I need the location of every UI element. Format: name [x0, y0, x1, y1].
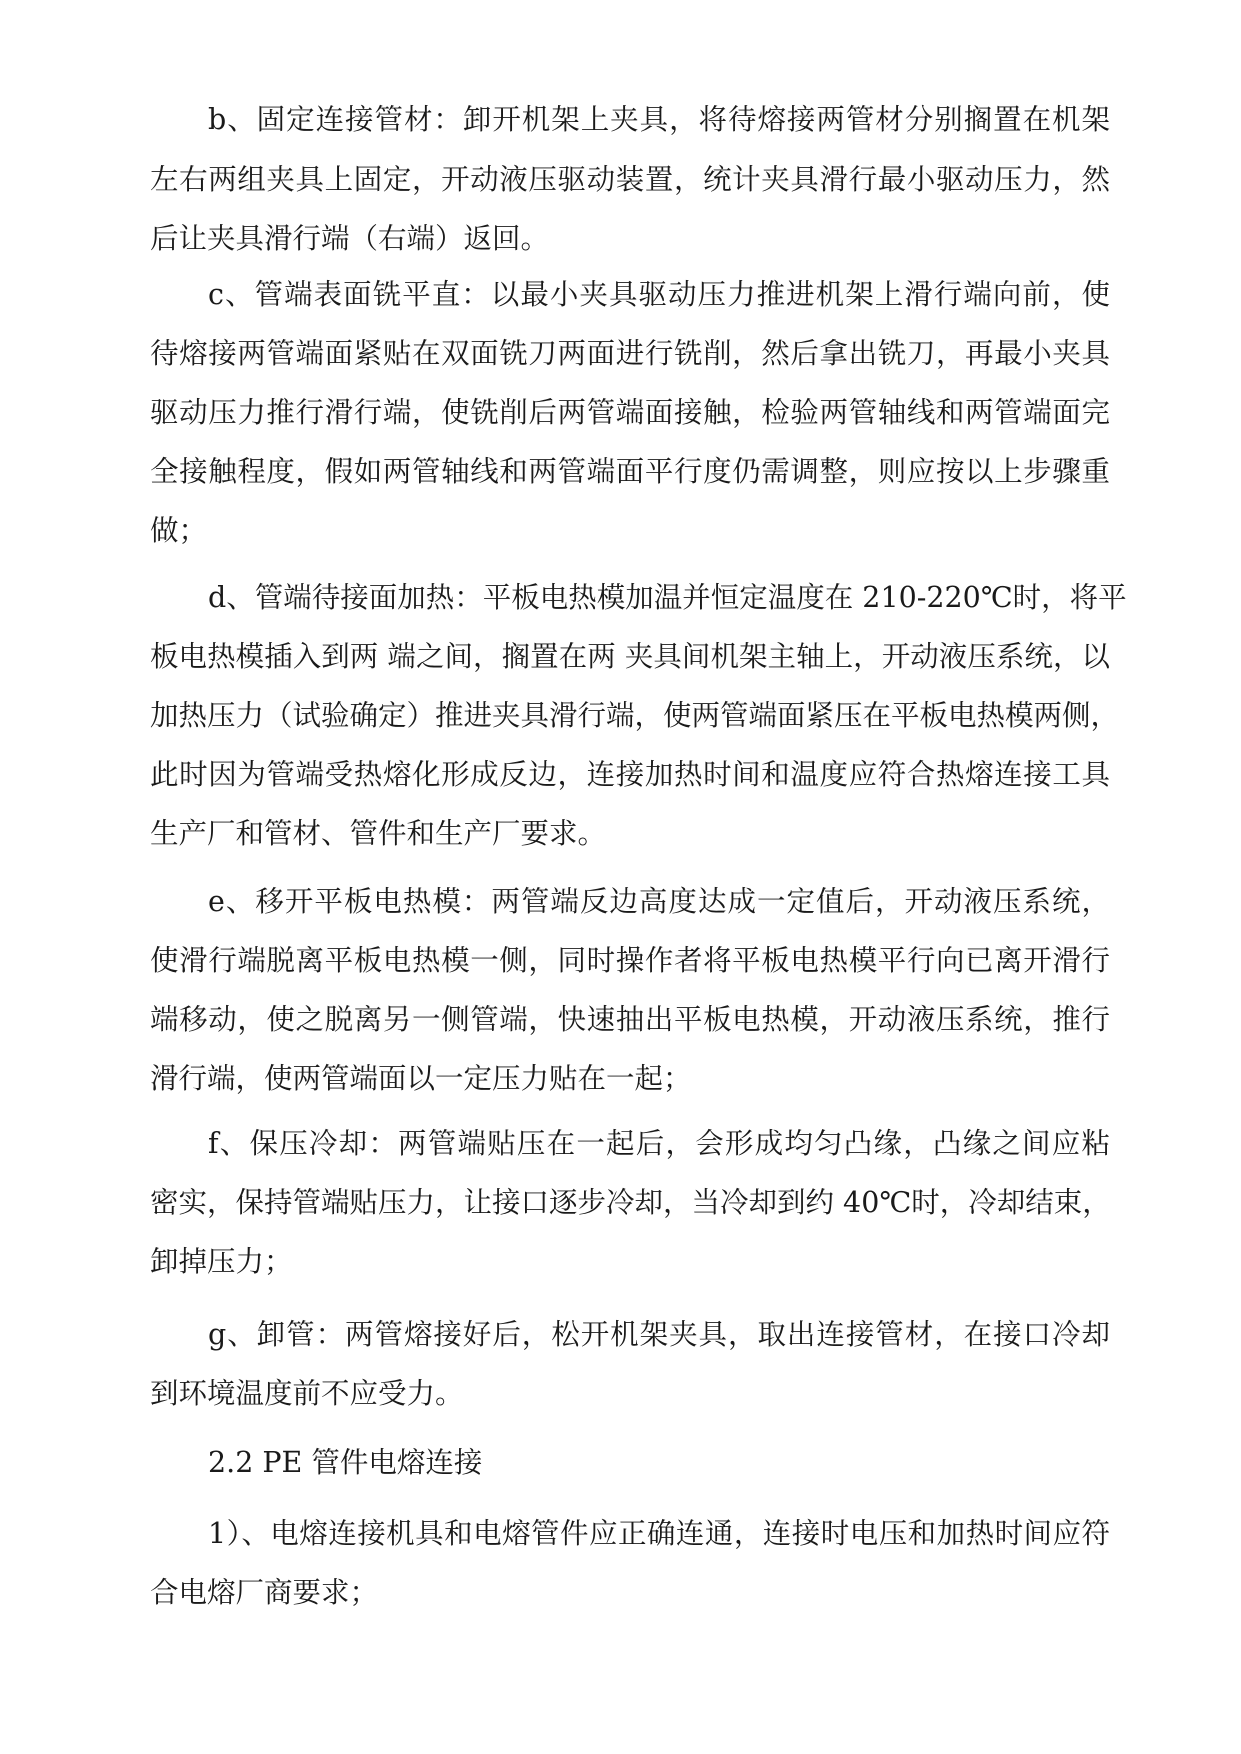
- paragraph-d-line-4: 此时因为管端受热熔化形成反边，连接加热时间和温度应符合热熔连接工具: [150, 758, 1110, 791]
- paragraph-e-line-2: 使滑行端脱离平板电热模一侧，同时操作者将平板电热模平行向已离开滑行: [150, 944, 1110, 977]
- paragraph-e-line-3: 端移动，使之脱离另一侧管端，快速抽出平板电热模，开动液压系统，推行: [150, 1003, 1110, 1036]
- paragraph-f-line-1: f、保压冷却：两管端贴压在一起后，会形成均匀凸缘，凸缘之间应粘: [208, 1127, 1110, 1160]
- paragraph-1-line-1: 1）、电熔连接机具和电熔管件应正确连通，连接时电压和加热时间应符: [208, 1517, 1110, 1550]
- paragraph-b-line-1: b、固定连接管材：卸开机架上夹具，将待熔接两管材分别搁置在机架: [208, 103, 1110, 136]
- paragraph-c-line-3: 驱动压力推行滑行端，使铣削后两管端面接触，检验两管轴线和两管端面完: [150, 396, 1110, 429]
- paragraph-b-line-3: 后让夹具滑行端（右端）返回。: [150, 222, 550, 255]
- paragraph-g-line-1: g、卸管：两管熔接好后，松开机架夹具，取出连接管材，在接口冷却: [208, 1318, 1110, 1351]
- paragraph-d-line-1: d、管端待接面加热：平板电热模加温并恒定温度在 210-220℃时，将平: [208, 581, 1127, 614]
- paragraph-e-line-4: 滑行端，使两管端面以一定压力贴在一起；: [150, 1062, 692, 1095]
- paragraph-f-line-2: 密实，保持管端贴压力，让接口逐步冷却，当冷却到约 40℃时，冷却结束，: [150, 1186, 1111, 1219]
- paragraph-f-line-3: 卸掉压力；: [150, 1245, 293, 1278]
- paragraph-c-line-4: 全接触程度，假如两管轴线和两管端面平行度仍需调整，则应按以上步骤重: [150, 455, 1110, 488]
- paragraph-d-line-2: 板电热模插入到两 端之间，搁置在两 夹具间机架主轴上，开动液压系统，以: [150, 640, 1110, 673]
- paragraph-1-line-2: 合电熔厂商要求；: [150, 1576, 379, 1609]
- paragraph-e-line-1: e、移开平板电热模：两管端反边高度达成一定值后，开动液压系统，: [208, 885, 1110, 918]
- paragraph-d-line-3: 加热压力（试验确定）推进夹具滑行端，使两管端面紧压在平板电热模两侧，: [150, 699, 1120, 732]
- paragraph-c-line-1: c、管端表面铣平直：以最小夹具驱动压力推进机架上滑行端向前，使: [208, 278, 1110, 311]
- paragraph-c-line-5: 做；: [150, 514, 208, 547]
- paragraph-d-line-5: 生产厂和管材、管件和生产厂要求。: [150, 817, 607, 850]
- paragraph-c-line-2: 待熔接两管端面紧贴在双面铣刀两面进行铣削，然后拿出铣刀，再最小夹具: [150, 337, 1110, 370]
- section-heading: 2.2 PE 管件电熔连接: [208, 1446, 483, 1479]
- paragraph-b-line-2: 左右两组夹具上固定，开动液压驱动装置，统计夹具滑行最小驱动压力，然: [150, 163, 1110, 196]
- paragraph-g-line-2: 到环境温度前不应受力。: [150, 1377, 464, 1410]
